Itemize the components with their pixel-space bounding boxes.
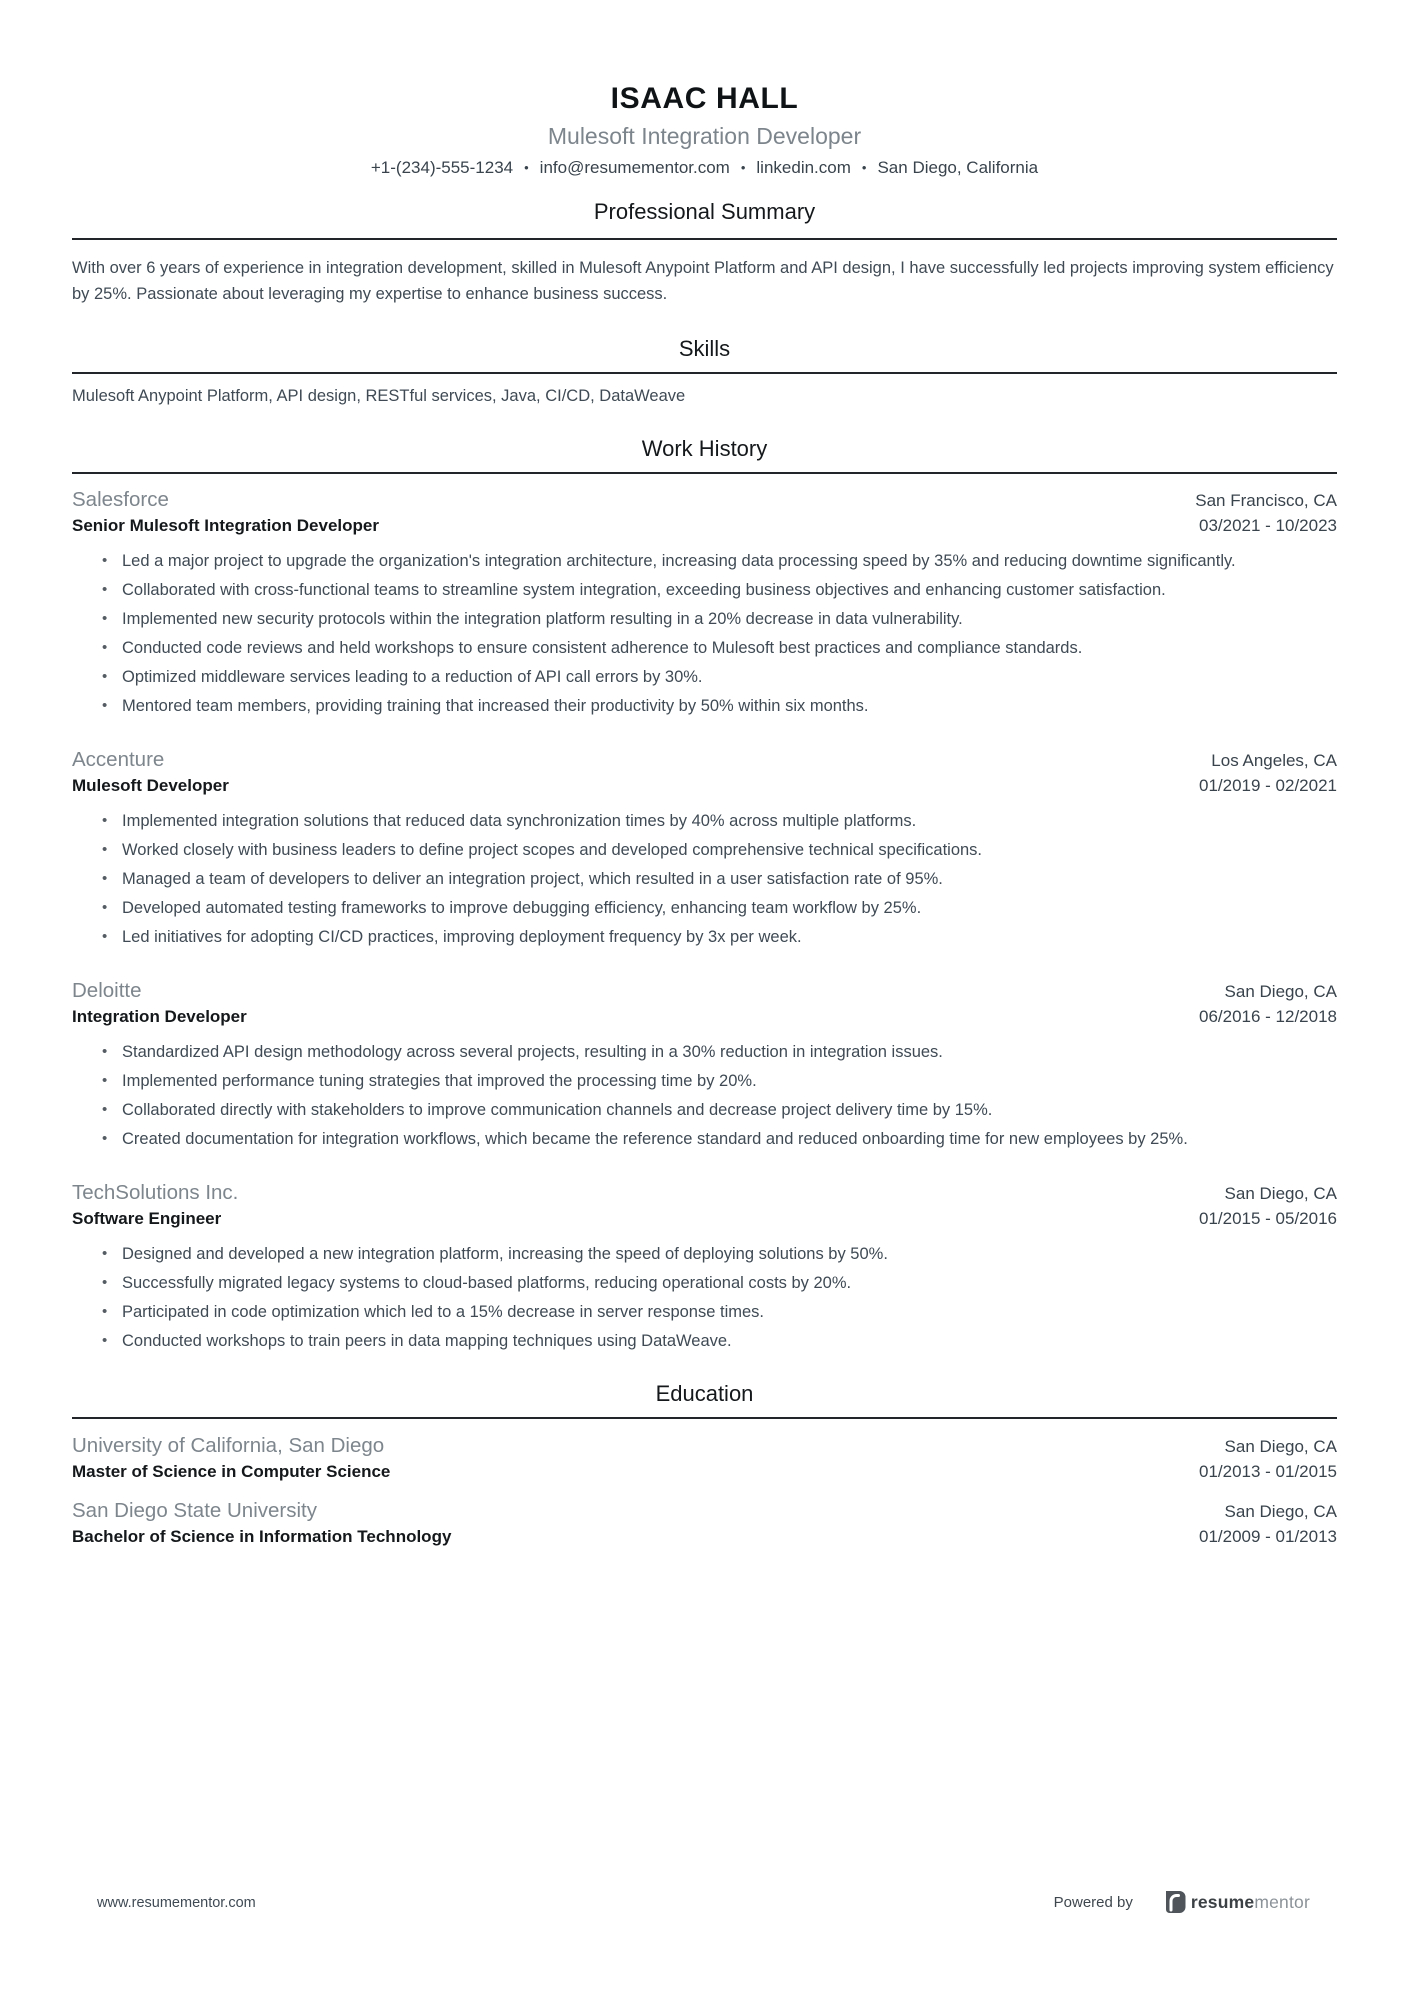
job-title: Integration Developer [72,1007,247,1026]
resumementor-brand-text [1191,1892,1310,1913]
education-entry-sdsu [72,1498,1337,1548]
work-entry-subheader [72,775,1337,797]
job-bullet: • Conducted workshops to train peers in data mapping techniques using DataWeave. [122,1330,1337,1352]
company-name: Deloitte [72,979,142,1002]
job-title: Mulesoft Developer [72,776,229,795]
company-name: TechSolutions Inc. [72,1181,239,1204]
work-entry-subheader [72,515,1337,537]
job-dates: 01/2015 - 05/2016 [1198,1209,1337,1228]
job-bullet: • Led a major project to upgrade the organization's integration architecture, increasing data processing speed by 35% and reducing downtime significantly. [122,550,1337,572]
candidate-job-title: Mulesoft Integration Developer [547,123,862,149]
job-bullet: • Conducted code reviews and held workshops to ensure consistent adherence to Mulesoft best practices and compliance standards. [122,637,1337,659]
section-heading-education: Education [655,1381,754,1406]
job-bullet: • Implemented new security protocols within the integration platform resulting in a 20% decrease in data vulnerability. [122,608,1337,630]
education-entry-subheader [72,1461,1337,1483]
job-bullet: • Designed and developed a new integration platform, increasing the speed of deploying solutions by 50%. [122,1243,1337,1265]
contact-row [72,157,1337,179]
resumementor-logo-icon [1163,1890,1186,1914]
school-name: University of California, San Diego [72,1434,385,1457]
powered-by-group[interactable] [1054,1890,1310,1914]
work-entry-salesforce [72,487,1337,717]
job-dates: 03/2021 - 10/2023 [1198,516,1337,535]
job-dates: 06/2016 - 12/2018 [1198,1007,1337,1026]
job-location: San Diego, CA [1224,1184,1337,1203]
job-title: Senior Mulesoft Integration Developer [72,516,379,535]
job-dates: 01/2019 - 02/2021 [1198,776,1337,795]
education-entry-header [72,1498,1337,1524]
section-rule [72,1417,1337,1419]
school-location: San Diego, CA [1224,1502,1337,1521]
contact-location: San Diego, California [877,158,1039,177]
section-heading-skills: Skills [678,336,731,361]
degree-name: Bachelor of Science in Information Technology [72,1527,452,1546]
page-footer [0,1890,1410,1920]
work-entry-subheader [72,1006,1337,1028]
job-bullet: • Optimized middleware services leading to a reduction of API call errors by 30%. [122,666,1337,688]
brand-text-mentor: mentor [1254,1891,1310,1912]
powered-by-label: Powered by [1053,1893,1133,1911]
contact-phone: +1-(234)-555-1234 [370,158,514,177]
education-entry-subheader [72,1526,1337,1548]
job-bullet: • Led initiatives for adopting CI/CD practices, improving deployment frequency by 3x per week. [122,926,1337,948]
job-bullet-list [72,810,1337,948]
contact-linkedin: linkedin.com [756,158,851,177]
job-bullet: • Standardized API design methodology across several projects, resulting in a 30% reduction in integration issues. [122,1041,1337,1063]
footer-website-text: www.resumementor.com [97,1895,256,1911]
degree-name: Master of Science in Computer Science [72,1462,391,1481]
work-entry-subheader [72,1208,1337,1230]
contact-separator-dot: • [861,160,867,175]
summary-text: With over 6 years of experience in integration development, skilled in Mulesoft Anypoint Platform and API design, I have successfully led projects improving system efficiency by 25%. Passionate about leveraging my expertise to enhance business success. [72,259,1334,303]
work-entry-accenture [72,747,1337,948]
school-location: San Diego, CA [1224,1437,1337,1456]
contact-separator-dot: • [740,160,746,175]
work-entry-techsolutions [72,1180,1337,1352]
company-name: Accenture [72,748,165,771]
work-entry-header [72,1180,1337,1206]
job-location: San Diego, CA [1224,982,1337,1001]
company-name: Salesforce [72,488,169,511]
job-bullet: • Collaborated with cross-functional teams to streamline system integration, exceeding business objectives and enhancing customer satisfaction. [122,579,1337,601]
brand-text-resume: resume [1190,1891,1255,1912]
job-location: San Francisco, CA [1195,491,1337,510]
education-dates: 01/2009 - 01/2013 [1198,1527,1337,1546]
school-name: San Diego State University [72,1499,317,1522]
work-entry-header [72,487,1337,513]
candidate-name: ISAAC HALL [610,82,799,115]
section-rule [72,472,1337,474]
job-bullet: • Developed automated testing frameworks to improve debugging efficiency, enhancing team workflow by 25%. [122,897,1337,919]
contact-email: info@resumementor.com [539,158,730,177]
job-bullet: • Worked closely with business leaders to define project scopes and developed comprehensive technical specifications. [122,839,1337,861]
education-entry-header [72,1433,1337,1459]
section-heading-work-history: Work History [641,436,768,461]
job-location: Los Angeles, CA [1211,751,1337,770]
job-bullet: • Implemented integration solutions that reduced data synchronization times by 40% across multiple platforms. [122,810,1337,832]
job-bullet: • Managed a team of developers to deliver an integration project, which resulted in a user satisfaction rate of 95%. [122,868,1337,890]
job-bullet: • Mentored team members, providing training that increased their productivity by 50% within six months. [122,695,1337,717]
job-bullet: • Successfully migrated legacy systems to cloud-based platforms, reducing operational costs by 20%. [122,1272,1337,1294]
job-bullet: • Collaborated directly with stakeholders to improve communication channels and decrease project delivery time by 15%. [122,1099,1337,1121]
job-bullet: • Participated in code optimization which led to a 15% decrease in server response times. [122,1301,1337,1323]
job-bullet: • Created documentation for integration workflows, which became the reference standard and reduced onboarding time for new employees by 25%. [122,1128,1337,1150]
section-heading-professional-summary: Professional Summary [593,199,816,224]
section-rule [72,372,1337,374]
job-title: Software Engineer [72,1209,222,1228]
contact-separator-dot: • [524,160,529,175]
work-entry-deloitte [72,978,1337,1150]
work-entry-header [72,978,1337,1004]
job-bullet-list [72,1041,1337,1150]
work-entry-header [72,747,1337,773]
education-entry-ucsd [72,1433,1337,1483]
job-bullet-list [72,550,1337,717]
job-bullet: • Implemented performance tuning strategies that improved the processing time by 20%. [122,1070,1337,1092]
resume-header [72,84,1337,179]
education-dates: 01/2013 - 01/2015 [1198,1462,1337,1481]
job-bullet-list [72,1243,1337,1352]
skills-text: Mulesoft Anypoint Platform, API design, RESTful services, Java, CI/CD, DataWeave [72,387,686,405]
section-rule [72,238,1337,240]
